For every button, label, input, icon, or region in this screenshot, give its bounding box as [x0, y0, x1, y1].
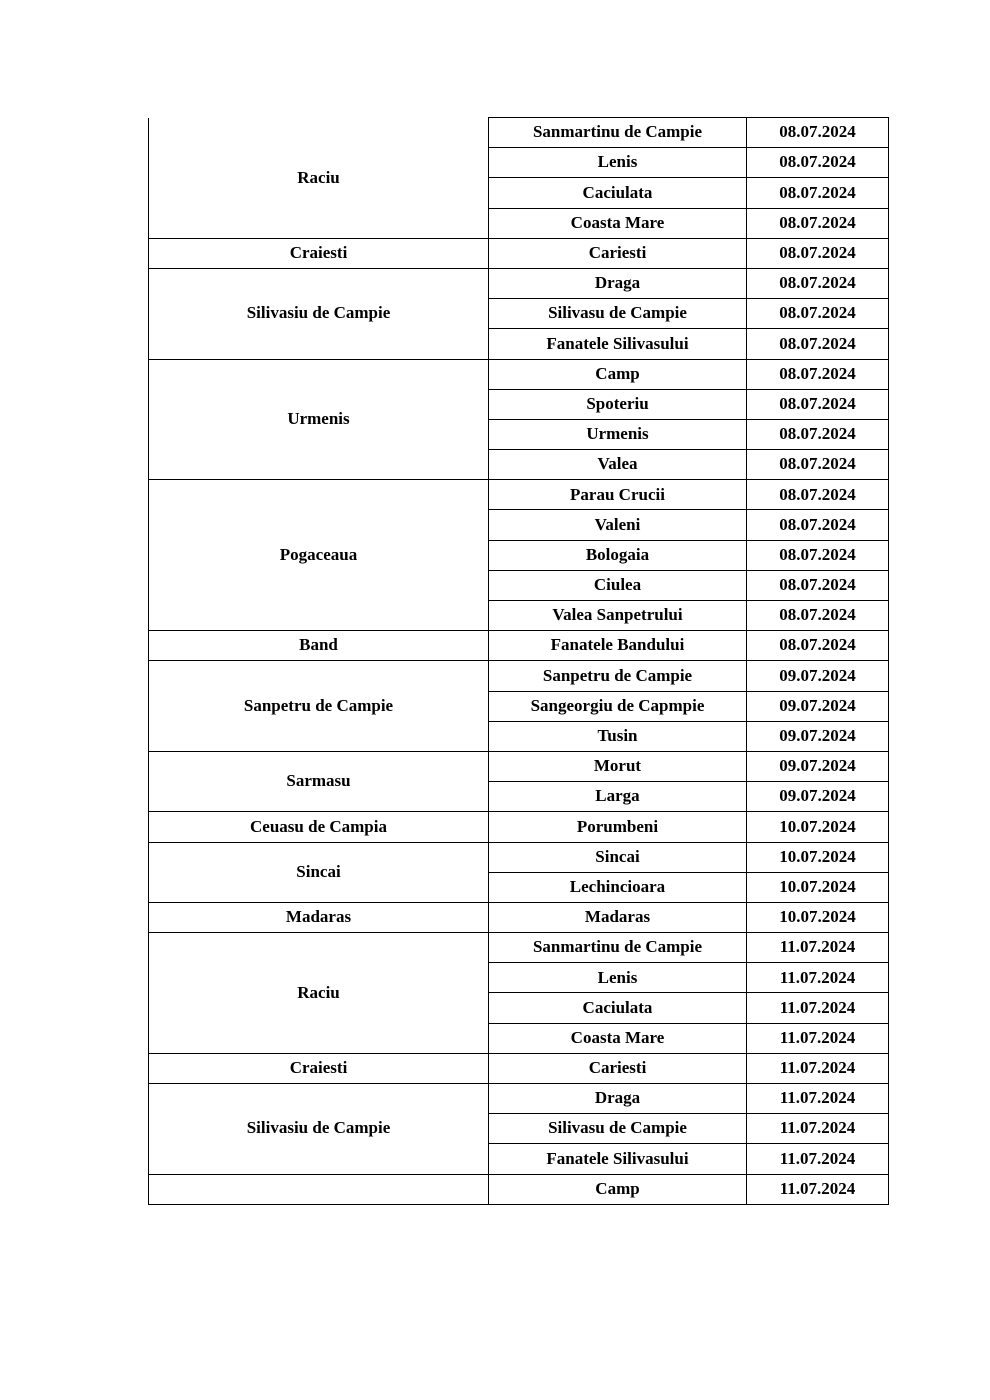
- date-cell: 08.07.2024: [747, 540, 889, 570]
- date-cell: 11.07.2024: [747, 1053, 889, 1083]
- table-row: [149, 118, 889, 148]
- locality-cell: Silivasu de Campie: [489, 1114, 747, 1144]
- table-row: [149, 1084, 889, 1114]
- locality-cell: Sanmartinu de Campie: [489, 118, 747, 148]
- date-cell: 08.07.2024: [747, 570, 889, 600]
- locality-cell: Sanpetru de Campie: [489, 661, 747, 691]
- locality-cell: Madaras: [489, 902, 747, 932]
- locality-cell: Bologaia: [489, 540, 747, 570]
- locality-cell: Porumbeni: [489, 812, 747, 842]
- locality-cell: Valea Sanpetrului: [489, 601, 747, 631]
- locality-cell: Spoteriu: [489, 389, 747, 419]
- table-row: [149, 751, 889, 781]
- commune-cell: Raciu: [149, 118, 489, 239]
- date-cell: 11.07.2024: [747, 1144, 889, 1174]
- date-cell: 08.07.2024: [747, 299, 889, 329]
- locality-cell: Lenis: [489, 148, 747, 178]
- locality-cell: Silivasu de Campie: [489, 299, 747, 329]
- locality-cell: Parau Crucii: [489, 480, 747, 510]
- locality-cell: Coasta Mare: [489, 208, 747, 238]
- commune-cell: Ceuasu de Campia: [149, 812, 489, 842]
- date-cell: 09.07.2024: [747, 721, 889, 751]
- locality-cell: Fanatele Silivasului: [489, 1144, 747, 1174]
- date-cell: 11.07.2024: [747, 933, 889, 963]
- table-row: [149, 812, 889, 842]
- date-cell: 08.07.2024: [747, 268, 889, 298]
- date-cell: 11.07.2024: [747, 963, 889, 993]
- locality-cell: Draga: [489, 268, 747, 298]
- date-cell: 09.07.2024: [747, 782, 889, 812]
- date-cell: 08.07.2024: [747, 148, 889, 178]
- commune-cell: Craiesti: [149, 1053, 489, 1083]
- date-cell: 11.07.2024: [747, 1174, 889, 1204]
- date-cell: 10.07.2024: [747, 872, 889, 902]
- date-cell: 09.07.2024: [747, 661, 889, 691]
- commune-cell: Sarmasu: [149, 751, 489, 811]
- date-cell: 09.07.2024: [747, 691, 889, 721]
- commune-cell: Band: [149, 631, 489, 661]
- locality-cell: Camp: [489, 1174, 747, 1204]
- locality-cell: Fanatele Silivasului: [489, 329, 747, 359]
- locality-cell: Sanmartinu de Campie: [489, 933, 747, 963]
- table-row: [149, 1053, 889, 1083]
- date-cell: 11.07.2024: [747, 1023, 889, 1053]
- locality-cell: Urmenis: [489, 419, 747, 449]
- locality-cell: Tusin: [489, 721, 747, 751]
- commune-cell-empty: [149, 1174, 489, 1204]
- locality-cell: Lenis: [489, 963, 747, 993]
- table-row: [149, 631, 889, 661]
- locality-cell: Valeni: [489, 510, 747, 540]
- locality-cell: Lechincioara: [489, 872, 747, 902]
- commune-cell: Silivasiu de Campie: [149, 1084, 489, 1175]
- commune-cell: Silivasiu de Campie: [149, 268, 489, 359]
- date-cell: 11.07.2024: [747, 1114, 889, 1144]
- table-row: [149, 480, 889, 510]
- date-cell: 08.07.2024: [747, 359, 889, 389]
- date-cell: 08.07.2024: [747, 631, 889, 661]
- locality-cell: Valea: [489, 450, 747, 480]
- date-cell: 10.07.2024: [747, 902, 889, 932]
- table-row: [149, 902, 889, 932]
- locality-cell: Cariesti: [489, 1053, 747, 1083]
- table-row: [149, 359, 889, 389]
- locality-cell: Camp: [489, 359, 747, 389]
- commune-cell: Raciu: [149, 933, 489, 1054]
- date-cell: 10.07.2024: [747, 842, 889, 872]
- date-cell: 08.07.2024: [747, 178, 889, 208]
- commune-cell: Sanpetru de Campie: [149, 661, 489, 752]
- table-row: [149, 238, 889, 268]
- locality-cell: Morut: [489, 751, 747, 781]
- date-cell: 09.07.2024: [747, 751, 889, 781]
- commune-cell: Sincai: [149, 842, 489, 902]
- commune-cell: Madaras: [149, 902, 489, 932]
- date-cell: 11.07.2024: [747, 993, 889, 1023]
- date-cell: 08.07.2024: [747, 329, 889, 359]
- table-row: [149, 933, 889, 963]
- table-row: [149, 661, 889, 691]
- locality-cell: Caciulata: [489, 993, 747, 1023]
- locality-cell: Larga: [489, 782, 747, 812]
- table-row: [149, 268, 889, 298]
- locality-cell: Draga: [489, 1084, 747, 1114]
- locality-cell: Sincai: [489, 842, 747, 872]
- date-cell: 08.07.2024: [747, 118, 889, 148]
- locality-cell: Sangeorgiu de Capmpie: [489, 691, 747, 721]
- date-cell: 08.07.2024: [747, 601, 889, 631]
- locality-cell: Fanatele Bandului: [489, 631, 747, 661]
- locality-cell: Ciulea: [489, 570, 747, 600]
- date-cell: 08.07.2024: [747, 510, 889, 540]
- date-cell: 10.07.2024: [747, 812, 889, 842]
- collection-schedule-table: [148, 117, 889, 1205]
- date-cell: 08.07.2024: [747, 480, 889, 510]
- locality-cell: Coasta Mare: [489, 1023, 747, 1053]
- commune-cell: Pogaceaua: [149, 480, 489, 631]
- locality-cell: Cariesti: [489, 238, 747, 268]
- table-row: [149, 842, 889, 872]
- table-row: [149, 1174, 889, 1204]
- date-cell: 08.07.2024: [747, 238, 889, 268]
- date-cell: 08.07.2024: [747, 450, 889, 480]
- date-cell: 08.07.2024: [747, 419, 889, 449]
- table-body: [149, 118, 889, 1205]
- locality-cell: Caciulata: [489, 178, 747, 208]
- date-cell: 11.07.2024: [747, 1084, 889, 1114]
- date-cell: 08.07.2024: [747, 208, 889, 238]
- date-cell: 08.07.2024: [747, 389, 889, 419]
- commune-cell: Urmenis: [149, 359, 489, 480]
- commune-cell: Craiesti: [149, 238, 489, 268]
